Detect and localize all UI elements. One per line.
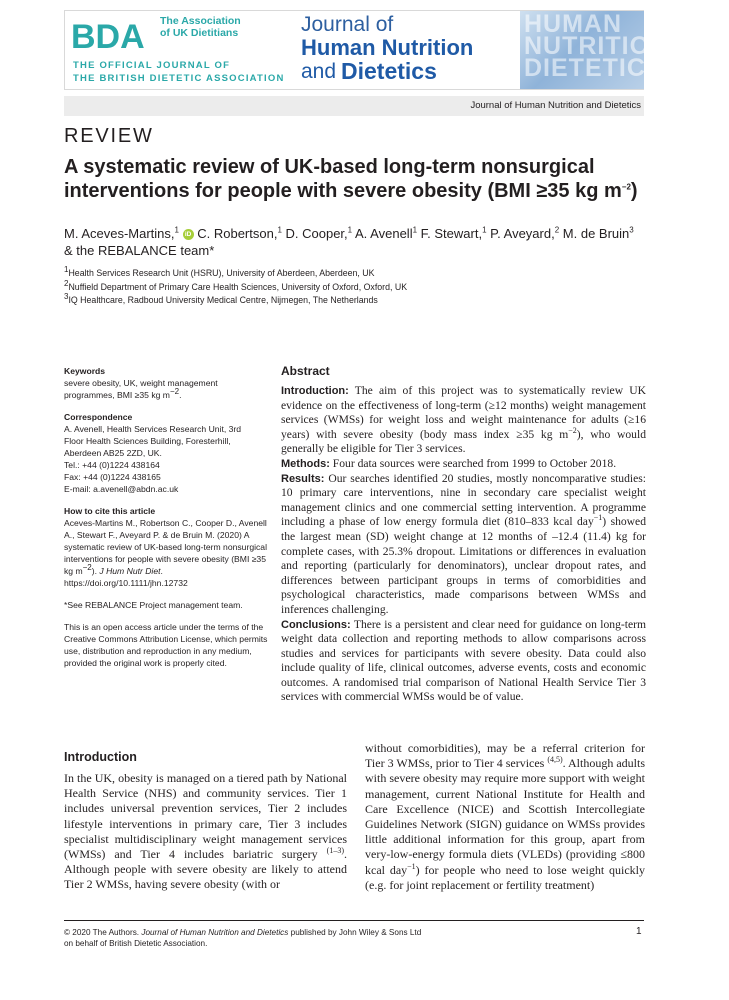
author-affiliation-mark: 1 — [482, 225, 487, 235]
copyright-publisher: published by John Wiley & Sons Ltd — [288, 928, 422, 937]
citation-text — [64, 517, 270, 589]
bda-name — [160, 15, 241, 39]
title-end: ) — [630, 180, 638, 202]
bda-logo — [71, 17, 151, 56]
abstract-intro-label: Introduction: — [281, 385, 349, 397]
author-name: M. de Bruin — [559, 226, 630, 241]
correspondence-fax: Fax: +44 (0)1224 438165 — [64, 472, 161, 482]
keywords-text — [64, 377, 270, 401]
banner-artwork — [520, 10, 670, 89]
article-title — [64, 155, 644, 203]
affiliation-item — [64, 294, 644, 308]
keywords-end: . — [179, 390, 182, 400]
author-name: A. Avenell — [352, 226, 413, 241]
article-sidebar — [64, 365, 270, 679]
correspondence-email[interactable]: E-mail: a.avenell@abdn.ac.uk — [64, 484, 179, 494]
correspondence-heading: Correspondence — [64, 412, 133, 422]
keywords-exponent: −2 — [169, 387, 180, 397]
abstract-results — [281, 472, 646, 618]
orcid-icon[interactable]: iD — [183, 229, 194, 240]
correspondence-block — [64, 411, 270, 495]
running-head: Journal of Human Nutrition and Dietetics — [470, 100, 641, 111]
citation-reference[interactable]: (4,5) — [547, 755, 563, 765]
citation-journal: J Hum Nutr Diet — [99, 566, 161, 576]
keywords-body: severe obesity, UK, weight management programmes, BMI ≥35 kg m — [64, 378, 218, 400]
keywords-block — [64, 365, 270, 401]
abstract-methods — [281, 457, 646, 472]
intro-left-end: . Although people with severe obesity are likely to attend Tier 2 WMSs, having severe obesity (with or — [64, 847, 347, 892]
author-name: P. Aveyard, — [486, 226, 555, 241]
citation-body: Aceves-Martins M., Robertson C., Cooper D., Avenell A., Stewart F., Aveyard P. & de Bruin M. (2020) A systematic review of UK-based long-term nonsurgical interventions for people with severe obesity (BMI ≥35 kg m — [64, 518, 267, 576]
affiliation-text: Nuffield Department of Primary Care Health Sciences, University of Oxford, Oxford, UK — [68, 281, 408, 292]
abstract-introduction — [281, 384, 646, 457]
journal-name-dietetics: Dietetics — [341, 58, 437, 84]
author-affiliation-mark: 3 — [629, 225, 634, 235]
affiliation-text: IQ Healthcare, Radboud University Medical Centre, Nijmegen, The Netherlands — [68, 295, 378, 305]
author-name: F. Stewart, — [417, 226, 483, 241]
keywords-heading: Keywords — [64, 366, 106, 376]
author-name: M. Aceves-Martins, — [64, 226, 175, 241]
svg-text:BDA: BDA — [71, 18, 145, 56]
introduction-heading: Introduction — [64, 750, 137, 764]
official-line2: THE BRITISH DIETETIC ASSOCIATION — [73, 73, 285, 84]
bda-name-line1: The Association — [160, 15, 241, 27]
banner-art-line2: NUTRITION — [524, 32, 670, 60]
intro-right-mid: . Although adults with severe obesity may require more support with weight management, current National Institute for Health and Care Excellence (NICE) and Scottish Intercollegiate Guidelines Network (SIGN) guidance on WMSs provides little additional information for this group, apart from very-low-energy formula diets (VLEDs) (providing ≤800 kcal day — [365, 756, 646, 877]
intro-right-exponent: −1 — [407, 861, 416, 871]
intro-left-text: In the UK, obesity is managed on a tiered path by National Health Service (NHS) and community services. Tier 1 includes universal prevention services, Tier 2 includes lifestyle interventions in primary care, Tier 3 includes specialist multidisciplinary weight management services (WMSs) and Tier 4 includes bariatric surgery — [64, 771, 347, 862]
citation-block — [64, 505, 270, 589]
abstract-results-end: ) showed the largest mean (SD) weight change at 12 months of –12.4 (11.4) kg for complete cases, with 25.3% dropout. Limitations or differences in evaluation and reporting (particularly for denominators), unclear dropout rates, and differences between participant groups in terms of comorbidities and psychological characteristics, made comparisons between WMSs and inferences challenging. — [281, 515, 646, 616]
abstract-conclusions-text: There is a persistent and clear need for guidance on long-term weight data collection and reporting methods to allow comparisons across studies and services for participants with severe obesity. Data could also include quality of life, clinical outcomes, adverse events, costs and economic outcomes. A randomised trial comparison of National Health Service Tier 3 services with commercial WMSs would be of value. — [281, 617, 646, 704]
affiliation-item — [64, 278, 644, 295]
banner-art-line1: HUMAN — [524, 10, 623, 38]
citation-heading: How to cite this article — [64, 506, 156, 516]
citation-mid: ). — [91, 566, 100, 576]
correspondence-phone: Tel.: +44 (0)1224 438164 — [64, 460, 160, 470]
author-name: C. Robertson, — [197, 226, 278, 241]
affiliation-number: 3 — [64, 292, 69, 302]
citation-reference[interactable]: (1–3) — [326, 846, 344, 856]
copyright-journal: Journal of Human Nutrition and Dietetics — [141, 928, 289, 937]
copyright-footer — [64, 927, 534, 949]
body-column-right — [365, 741, 645, 893]
author-affiliation-mark: 1 — [412, 225, 418, 235]
intro-right-text: without comorbidities), may be a referral criterion for Tier 3 WMSs, prior to Tier 4 services — [365, 741, 645, 771]
journal-banner — [64, 10, 670, 90]
affiliation-number: 1 — [64, 265, 69, 275]
correspondence-line: Aberdeen AB25 2ZD, UK. — [64, 448, 162, 458]
title-exponent: −2 — [621, 182, 631, 192]
intro-paragraph-left — [64, 771, 347, 893]
team-note: *See REBALANCE Project management team. — [64, 600, 243, 610]
author-list — [64, 225, 644, 259]
author-affiliation-mark: 1 — [174, 225, 179, 235]
footer-divider — [64, 920, 644, 921]
affiliation-text: Health Services Research Unit (HSRU), University of Aberdeen, Aberdeen, UK — [68, 268, 375, 278]
copyright-line1 — [64, 927, 534, 938]
author-affiliation-mark: 1 — [277, 225, 282, 235]
abstract-methods-text: Four data sources were searched from 1999 to October 2018. — [329, 456, 617, 470]
abstract-methods-label: Methods: — [281, 457, 330, 470]
intro-paragraph-right — [365, 741, 645, 893]
author-affiliation-mark: 2 — [554, 225, 560, 235]
abstract-intro-exponent: −2 — [568, 425, 577, 435]
abstract-results-exponent: −1 — [593, 513, 603, 523]
banner-art-line3: DIETETICS — [524, 54, 664, 82]
official-journal-text — [73, 59, 285, 85]
abstract-body — [281, 384, 646, 705]
author-affiliation-mark: 1 — [347, 225, 353, 235]
abstract-conclusions — [281, 618, 646, 706]
author-team: & the REBALANCE team* — [64, 243, 215, 258]
banner-art-text — [524, 10, 670, 82]
abstract-results-text: Our searches identified 20 studies, mostly noncomparative studies: 10 primary care interventions, nine in secondary care specialist weight management clinics and one commercial setting intervention. A programme including a phase of low energy formula diet (810–833 kcal day — [281, 471, 646, 529]
intro-right-end: ) for people who need to lose weight quickly (e.g. for joint replacement or fertility treatment) — [365, 862, 645, 892]
abstract-results-label: Results: — [281, 472, 325, 485]
abstract-conclusions-label: Conclusions: — [281, 618, 351, 631]
open-access-note: This is an open access article under the terms of the Creative Commons Attribution License, which permits use, distribution and reproduction in any medium, provided the original work is properly cited. — [64, 622, 268, 668]
bda-name-line2: of UK Dietitians — [160, 27, 239, 39]
author-name: D. Cooper, — [281, 226, 348, 241]
page-number: 1 — [636, 926, 642, 937]
abstract-intro-end: ), who would generally be eligible for Tier 3 services. — [281, 427, 646, 456]
team-note-block — [64, 599, 270, 611]
body-column-left — [64, 771, 347, 893]
journal-name-and: and — [301, 60, 337, 83]
copyright-line2: on behalf of British Dietetic Association. — [64, 939, 208, 948]
copyright-text: © 2020 The Authors. — [64, 928, 142, 937]
open-access-block — [64, 621, 270, 669]
title-text: A systematic review of UK-based long-term nonsurgical interventions for people with severe obesity (BMI ≥35 kg m — [64, 156, 622, 202]
citation-doi-link[interactable]: . https://doi.org/10.1111/jhn.12732 — [64, 566, 188, 588]
abstract-heading: Abstract — [281, 364, 330, 378]
correspondence-line: A. Avenell, Health Services Research Unit, 3rd — [64, 424, 242, 434]
citation-exponent: −2 — [82, 563, 92, 573]
abstract-intro-text: The aim of this project was to systematically review UK evidence on the effectiveness of long-term (≥12 months) weight management services (WMSs) for weight loss and weight maintenance for adults (≥16 years) with severe obesity (body mass index ≥35 kg m — [281, 384, 646, 441]
affiliation-item — [64, 267, 644, 281]
affiliations — [64, 267, 644, 308]
section-label: REVIEW — [64, 125, 154, 147]
correspondence-line: Floor Health Sciences Building, Foresterhill, — [64, 436, 231, 446]
journal-name-line1: Journal of — [301, 13, 394, 36]
journal-name-line2: Human Nutrition — [301, 35, 474, 60]
official-line1: THE OFFICIAL JOURNAL OF — [73, 60, 231, 71]
affiliation-number: 2 — [64, 278, 69, 288]
